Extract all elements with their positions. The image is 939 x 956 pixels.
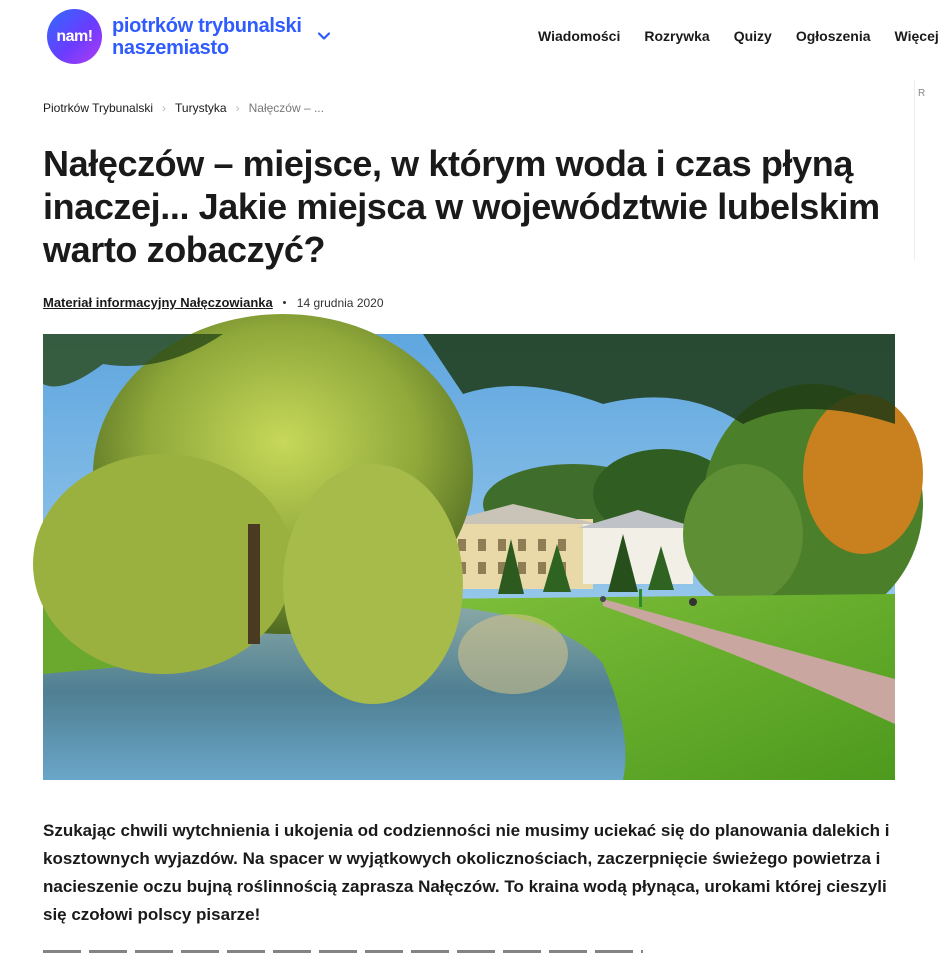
article-lead: Szukając chwili wytchnienia i ukojenia od codzienności nie musimy uciekać się do planowania dalekich i kosztownych wyjazdów. Na spacer w wyjątkowych okolicznościach, zaczerpnięcie świeżego powietrza i nacieszenie oczu bujną roślinnością zaprasza Nałęczów. To kraina wodą płynąca, urokami której cieszyli się czołowi polscy pisarze! <box>43 821 890 924</box>
nav-item-wiadomosci[interactable]: Wiadomości <box>538 28 621 44</box>
sidebar-divider <box>914 80 915 260</box>
logo-badge: nam! <box>47 9 102 64</box>
breadcrumb-item-category[interactable]: Turystyka <box>175 101 227 115</box>
sidebar-peek-text: R <box>918 88 926 99</box>
logo-brand: naszemiasto <box>112 36 229 59</box>
nav-item-ogloszenia[interactable]: Ogłoszenia <box>795 28 871 44</box>
site-header <box>0 0 939 74</box>
breadcrumb-item-city[interactable]: Piotrków Trybunalski <box>43 101 154 115</box>
breadcrumb <box>43 101 324 115</box>
breadcrumb-separator: › <box>235 101 240 115</box>
nav-item-quizy[interactable]: Quizy <box>733 28 772 44</box>
byline-separator <box>283 301 286 304</box>
chevron-down-icon[interactable] <box>316 28 332 44</box>
nav-item-rozrywka[interactable]: Rozrywka <box>644 28 710 44</box>
article-hero-image[interactable] <box>43 334 895 780</box>
article-author[interactable]: Materiał informacyjny Nałęczowianka <box>43 295 273 310</box>
logo-text <box>112 15 302 59</box>
article-body-cutoff <box>43 944 643 956</box>
main-nav <box>538 28 939 44</box>
logo-city: piotrków trybunalski <box>112 14 302 37</box>
article-byline <box>43 295 384 310</box>
breadcrumb-separator: › <box>162 101 167 115</box>
site-logo[interactable] <box>47 9 302 64</box>
park-illustration <box>43 334 895 780</box>
article-title: Nałęczów – miejsce, w którym woda i czas płyną inaczej... Jakie miejsca w województwie lubelskim warto zobaczyć? <box>43 143 880 270</box>
article-date: 14 grudnia 2020 <box>296 295 384 310</box>
nav-item-wiecej[interactable]: Więcej <box>894 28 939 44</box>
breadcrumb-item-current: Nałęczów – ... <box>248 101 324 115</box>
